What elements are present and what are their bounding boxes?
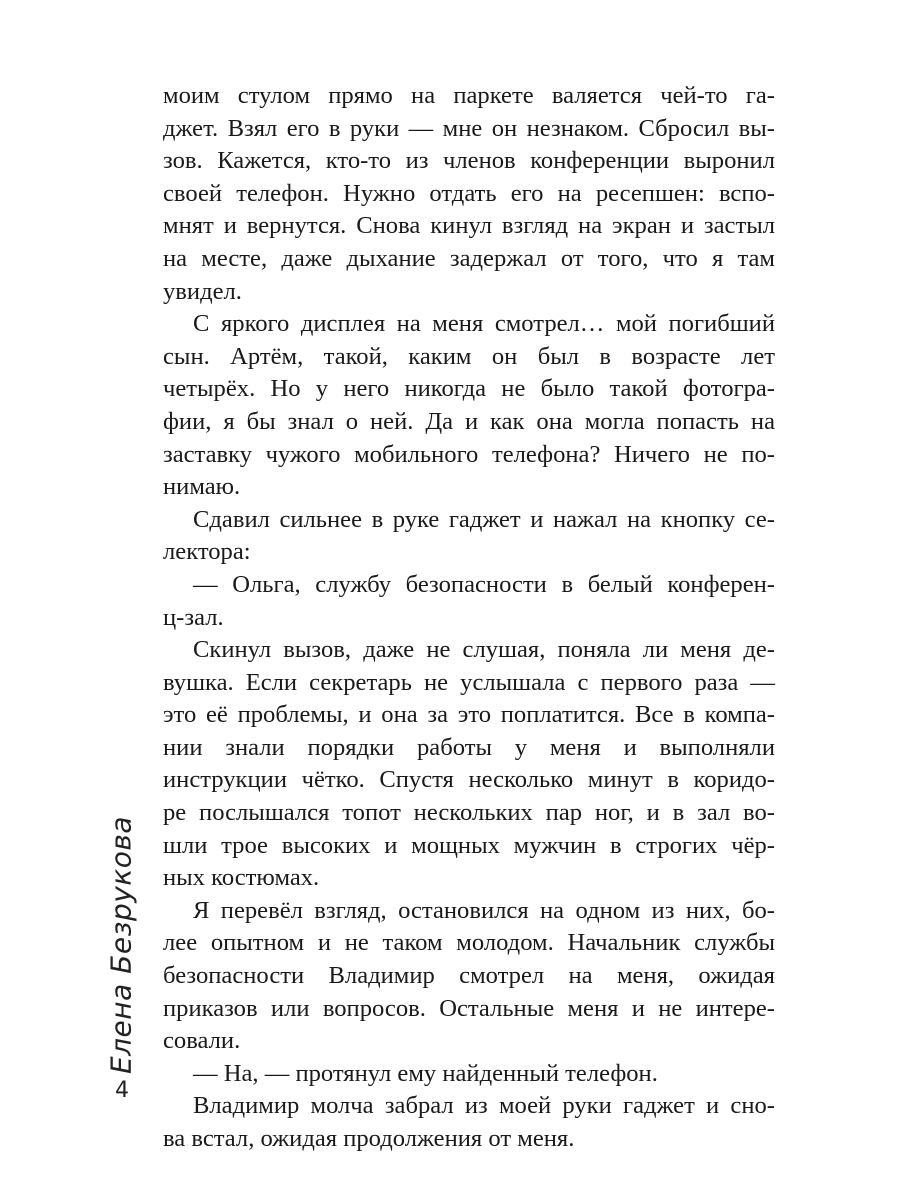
text-line: джет. Взял его в руки — мне он незнаком. Сбросил вы- bbox=[163, 114, 775, 142]
text-line: сын. Артём, такой, каким он был в возрасте лет bbox=[163, 342, 775, 370]
text-line: своей телефон. Нужно отдать его на ресепшен: вспо- bbox=[163, 179, 775, 207]
text-line: фии, я бы знал о ней. Да и как она могла попасть на bbox=[163, 407, 775, 435]
text-line: С яркого дисплея на меня смотрел… мой погибший bbox=[193, 310, 775, 338]
text-line: вушка. Если секретарь не услышала с первого раза — bbox=[163, 668, 775, 696]
text-line: на месте, даже дыхание задержал от того, что я там bbox=[163, 244, 775, 272]
text-line: безопасности Владимир смотрел на меня, ожидая bbox=[163, 962, 775, 990]
text-line: инструкции чётко. Спустя несколько минут в коридо- bbox=[163, 766, 775, 794]
running-head-author bbox=[96, 815, 146, 1075]
text-line: нимаю. bbox=[163, 473, 241, 501]
text-line: моим стулом прямо на паркете валяется чей-то га- bbox=[163, 82, 775, 109]
text-line: мнят и вернутся. Снова кинул взгляд на экран и застыл bbox=[163, 212, 775, 240]
text-line: четырёх. Но у него никогда не было такой фотогра- bbox=[163, 375, 775, 403]
text-line: — Ольга, службу безопасности в белый конферен- bbox=[193, 570, 775, 598]
book-body-text bbox=[163, 80, 775, 1156]
text-line: приказов или вопросов. Остальные меня и не интере- bbox=[163, 994, 775, 1022]
text-line: ц-зал. bbox=[163, 603, 224, 631]
text-line: ва встал, ожидая продолжения от меня. bbox=[163, 1125, 575, 1152]
text-line: это её проблемы, и она за это поплатится. Все в компа- bbox=[163, 701, 775, 729]
text-line: нии знали порядки работы у меня и выполняли bbox=[163, 733, 775, 761]
page-number: 4 bbox=[115, 1078, 129, 1103]
text-line: Я перевёл взгляд, остановился на одном из них, бо- bbox=[193, 896, 775, 924]
text-line: Сдавил сильнее в руке гаджет и нажал на кнопку се- bbox=[193, 505, 775, 533]
text-line: шли трое высоких и мощных мужчин в строгих чёр- bbox=[163, 831, 775, 859]
text-line: ных костюмах. bbox=[163, 864, 320, 892]
text-line: Скинул вызов, даже не слушая, поняла ли меня де- bbox=[193, 636, 775, 664]
text-line: увидел. bbox=[163, 277, 242, 305]
text-line: лее опытном и не таком молодом. Начальник службы bbox=[163, 929, 775, 957]
text-line: ре послышался топот нескольких пар ног, и в зал во- bbox=[163, 799, 775, 827]
text-line: Владимир молча забрал из моей руки гаджет и сно- bbox=[193, 1092, 775, 1120]
text-line: — На, — протянул ему найденный телефон. bbox=[193, 1059, 658, 1087]
text-line: зов. Кажется, кто-то из членов конференции выронил bbox=[163, 147, 775, 175]
author-name: Елена Безрукова bbox=[104, 815, 138, 1075]
text-line: заставку чужого мобильного телефона? Ничего не по- bbox=[163, 440, 775, 468]
text-line: совали. bbox=[163, 1027, 241, 1055]
text-line: лектора: bbox=[163, 538, 251, 566]
